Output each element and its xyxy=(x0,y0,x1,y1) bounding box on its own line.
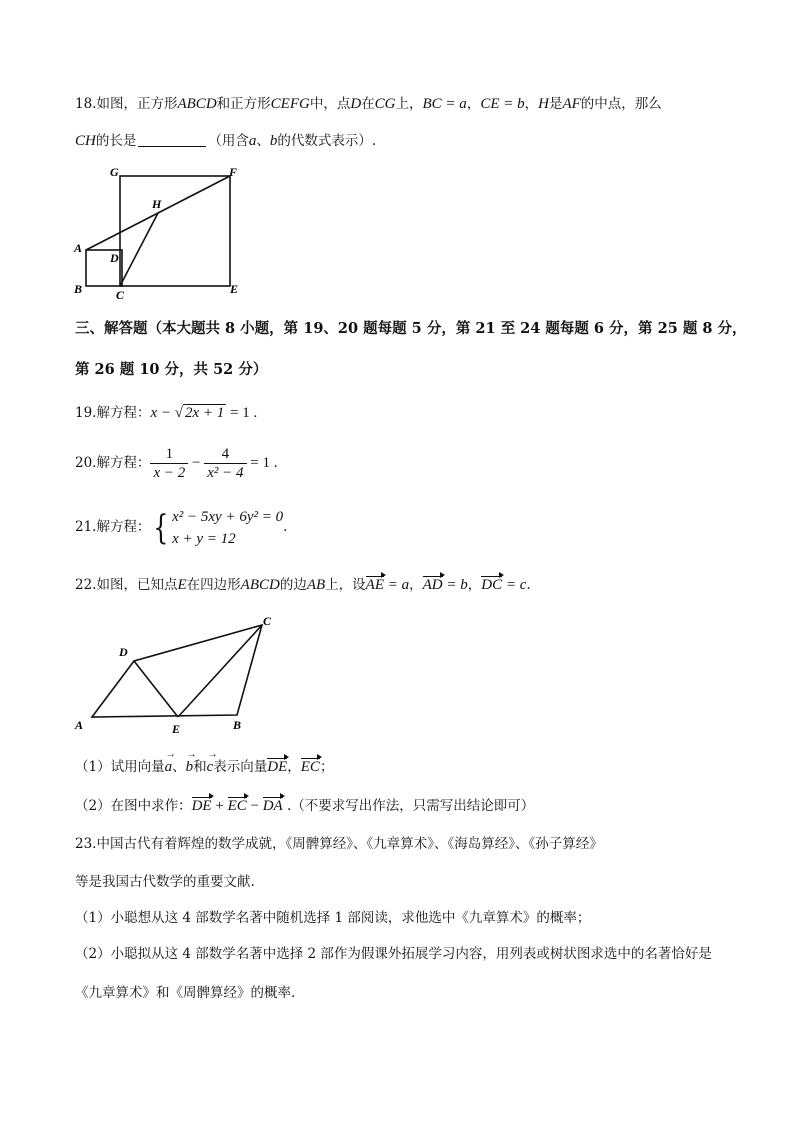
q18-text: 的中点，那么 xyxy=(580,96,662,112)
q22-text: 22.如图，已知点 xyxy=(75,577,178,593)
label-b: B xyxy=(74,282,83,296)
q22-abcd: ABCD xyxy=(240,577,280,593)
q22-part2 xyxy=(75,796,534,816)
q21-system xyxy=(172,506,283,550)
vector-b: → b xyxy=(186,757,194,777)
q18-h: H xyxy=(538,96,549,112)
q22-1-text: （1）试用向量 xyxy=(75,759,165,775)
q18-text: 的长是 xyxy=(95,133,137,149)
vector-ec: EC xyxy=(300,759,320,775)
q18-text: 中，点 xyxy=(309,96,351,112)
label-d: D xyxy=(110,251,119,265)
segment-de xyxy=(134,661,178,717)
q21-eq2: x + y = 12 xyxy=(172,530,236,547)
label-a: A xyxy=(75,718,84,732)
label-a: A xyxy=(74,241,83,255)
q19-rhs: = 1 . xyxy=(226,405,258,421)
q19-lhs: x − xyxy=(150,405,175,421)
q18-figure xyxy=(70,162,250,302)
q20 xyxy=(75,444,277,482)
q20-minus: − xyxy=(188,455,205,471)
q22-2-text: （2）在图中求作： xyxy=(75,798,192,814)
square-cefg xyxy=(120,176,230,286)
q22 xyxy=(75,575,531,595)
q18-cefg: CEFG xyxy=(270,96,310,112)
label-d: D xyxy=(119,645,128,659)
q22-eq-b: = b xyxy=(442,577,468,593)
q18-text: 18.如图，正方形 xyxy=(75,96,178,112)
vector-ec: EC xyxy=(227,798,247,814)
q18-text: 在 xyxy=(361,96,375,112)
q18-cg: CG xyxy=(374,96,396,112)
q22-2-plus: + xyxy=(211,798,228,814)
q19 xyxy=(75,403,257,423)
q18-text: 的代数式表示）. xyxy=(277,133,377,149)
q21-tail: . xyxy=(283,519,288,535)
q22-1-text: ， xyxy=(287,759,301,775)
label-e: E xyxy=(230,282,239,296)
q18-af: AF xyxy=(562,96,581,112)
q21-label: 21.解方程： xyxy=(75,519,151,535)
q18-d: D xyxy=(350,96,362,112)
q22-eq-a: = a xyxy=(383,577,410,593)
q19-sqrt: √ 2x + 1 xyxy=(174,405,225,421)
vector-c: → c xyxy=(207,757,214,777)
q21-brace: { xyxy=(153,507,169,548)
vector-dc: DC xyxy=(481,577,503,593)
q23-line2: 等是我国古代数学的重要文献. xyxy=(75,874,255,890)
vector-ae: AE xyxy=(365,577,384,593)
vector-de: DE xyxy=(267,759,288,775)
q20-den1: x − 2 xyxy=(153,465,186,481)
q18-text: 上， xyxy=(395,96,423,112)
q20-num2: 4 xyxy=(204,445,246,464)
section-3-heading-cont: 第 26 题 10 分，共 52 分） xyxy=(75,361,268,378)
q23-part2-cont: 《九章算术》和《周髀算经》的概率. xyxy=(75,985,296,1001)
q18-text: 和正方形 xyxy=(216,96,271,112)
section-3-heading: 三、解答题（本大题共 8 小题，第 19、20 题每题 5 分，第 21 至 24 题每题 6 分，第 25 题 8 分， xyxy=(75,320,747,337)
q22-1-text: 和 xyxy=(193,759,207,775)
q22-text: . xyxy=(526,577,531,593)
q22-2-text: .（不要求写出作法，只需写出结论即可） xyxy=(282,798,535,814)
vector-da: DA xyxy=(262,798,283,814)
q22-text: ， xyxy=(409,577,423,593)
q22-1-text: 、 xyxy=(172,759,186,775)
q20-fraction-1 xyxy=(150,445,188,482)
q18-var-a: a xyxy=(248,133,257,149)
q23-part1: （1）小聪想从这 4 部数学名著中随机选择 1 部阅读，求他选中《九章算术》的概率； xyxy=(75,910,591,926)
label-h: H xyxy=(152,197,162,211)
label-c: C xyxy=(263,614,272,628)
q22-1-text: ； xyxy=(319,759,334,775)
q19-label: 19.解方程： xyxy=(75,405,151,421)
label-c: C xyxy=(116,288,125,302)
q18-ce-eq: CE = b xyxy=(480,96,525,112)
answer-blank[interactable] xyxy=(138,132,206,147)
q18-text: ， xyxy=(466,96,481,112)
q20-den2: x² − 4 xyxy=(207,465,244,481)
label-g: G xyxy=(110,165,119,179)
q18-var-b: b xyxy=(269,133,278,149)
q18-text: （用含 xyxy=(208,133,249,149)
q18-abcd: ABCD xyxy=(177,96,217,112)
quadrilateral-abcd xyxy=(92,625,262,717)
q18-text: ， xyxy=(524,96,539,112)
q21 xyxy=(75,504,287,550)
vector-ad: AD xyxy=(422,577,443,593)
label-b: B xyxy=(233,718,242,732)
vector-de: DE xyxy=(191,798,212,814)
q22-1-text: 表示向量 xyxy=(213,759,268,775)
q19-radicand: 2x + 1 xyxy=(185,405,225,421)
q18-text: 、 xyxy=(256,133,270,149)
q18-ch: CH xyxy=(75,133,96,149)
q22-text: 的边 xyxy=(279,577,307,593)
q22-ab: AB xyxy=(306,577,326,593)
q22-2-minus: − xyxy=(246,798,263,814)
q22-eq-c: = c xyxy=(502,577,527,593)
q23-line1: 23.中国古代有着辉煌的数学成就，《周髀算经》、《九章算术》、《海岛算经》、《孙子算经》 xyxy=(75,836,603,852)
segment-ch xyxy=(120,213,158,286)
vector-a: → a xyxy=(165,757,173,777)
q22-e: E xyxy=(177,577,187,593)
q18-bc-eq: BC = a xyxy=(422,96,467,112)
q20-label: 20.解方程： xyxy=(75,455,151,471)
q20-fraction-2 xyxy=(204,445,246,482)
q18-text: 是 xyxy=(548,96,563,112)
label-f: F xyxy=(229,165,238,179)
label-e: E xyxy=(172,722,181,736)
q18-line1 xyxy=(75,94,662,114)
q22-figure xyxy=(70,610,290,740)
q22-text: 在四边形 xyxy=(186,577,241,593)
q20-rhs: = 1 . xyxy=(246,455,278,471)
q23-part2: （2）小聪拟从这 4 部数学名著中选择 2 部作为假课外拓展学习内容，用列表或树状图求选中的名著恰好是 xyxy=(75,946,712,962)
q22-text: ， xyxy=(467,577,482,593)
q20-num1: 1 xyxy=(150,445,188,464)
q18-line2 xyxy=(75,131,376,151)
q21-eq1: x² − 5xy + 6y² = 0 xyxy=(172,508,284,525)
q22-part1 xyxy=(75,757,333,777)
q22-text: 上，设 xyxy=(325,577,366,593)
